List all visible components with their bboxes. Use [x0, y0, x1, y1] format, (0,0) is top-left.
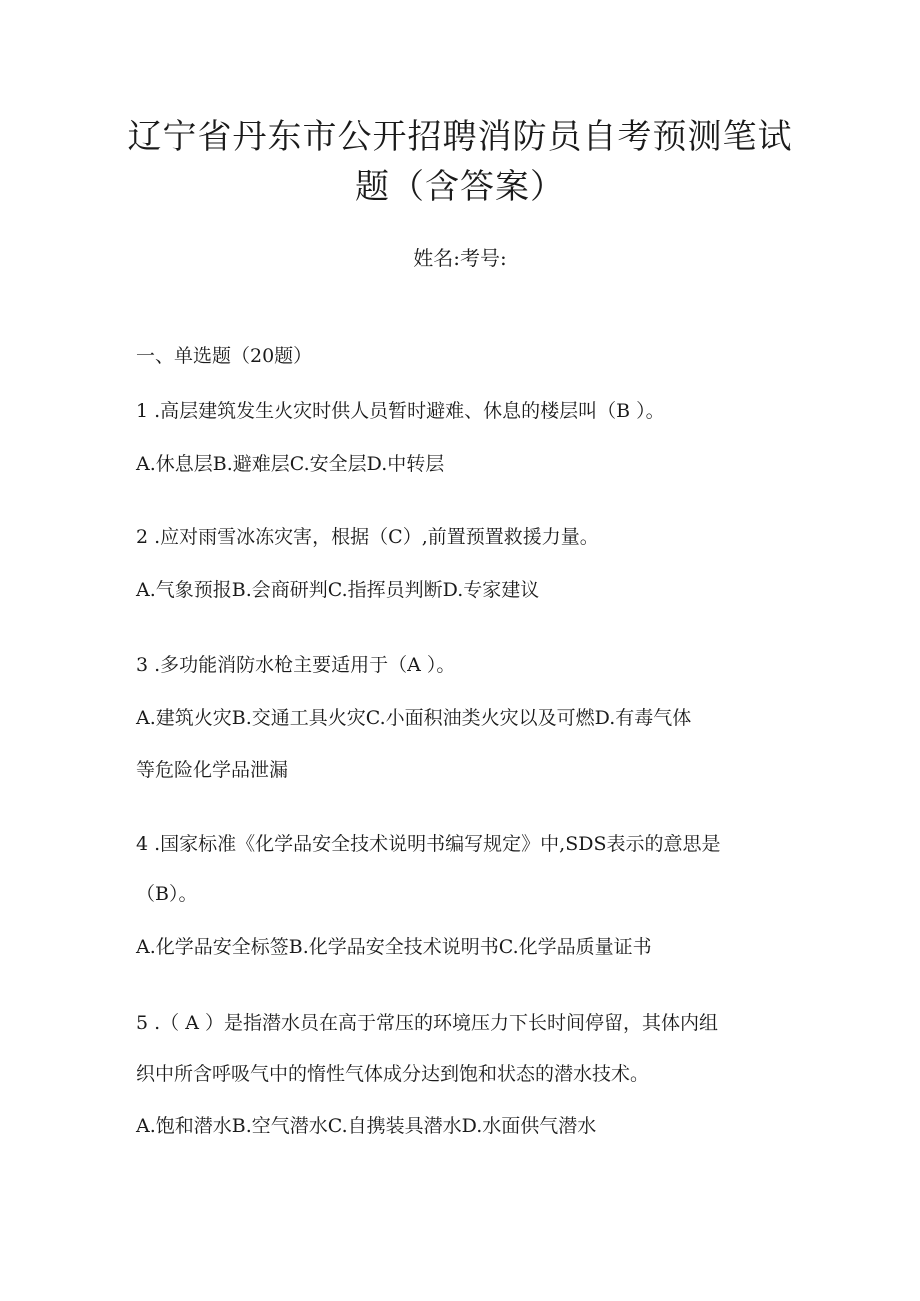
question-3-options-cont: 等危险化学品泄漏 — [136, 759, 289, 781]
question-2-stem: 2 .应对雨雪冰冻灾害，根据（C）,前置预置救援力量。 — [136, 526, 599, 548]
question-3-options: A.建筑火灾B.交通工具火灾C.小面积油类火灾以及可燃D.有毒气体 — [136, 707, 692, 729]
question-4-options: A.化学品安全标签B.化学品安全技术说明书C.化学品质量证书 — [136, 936, 652, 958]
question-1-stem: 1 .高层建筑发生火灾时供人员暂时避难、休息的楼层叫（B ）。 — [136, 400, 665, 422]
question-1-options: A.休息层B.避难层C.安全层D.中转层 — [136, 453, 445, 475]
question-4-stem: 4 .国家标准《化学品安全技术说明书编写规定》中,SDS表示的意思是 — [136, 833, 721, 855]
question-5-stem-cont: 织中所含呼吸气中的惰性气体成分达到饱和状态的潜水技术。 — [136, 1063, 650, 1085]
question-4-stem-cont: （B）。 — [136, 883, 198, 905]
question-2-options: A.气象预报B.会商研判C.指挥员判断D.专家建议 — [136, 579, 540, 601]
question-3-stem: 3 .多功能消防水枪主要适用于（A ）。 — [136, 654, 456, 676]
question-5-options: A.饱和潜水B.空气潜水C.自携装具潜水D.水面供气潜水 — [136, 1115, 597, 1137]
question-5-stem: 5 .（ A ）是指潜水员在高于常压的环境压力下长时间停留，其体内组 — [136, 1012, 718, 1034]
section-heading: 一、单选题（20题） — [136, 345, 313, 367]
document-title: 辽宁省丹东市公开招聘消防员自考预测笔试题（含答案） — [127, 117, 793, 207]
name-exam-number-line: 姓名:考号: — [413, 246, 507, 270]
